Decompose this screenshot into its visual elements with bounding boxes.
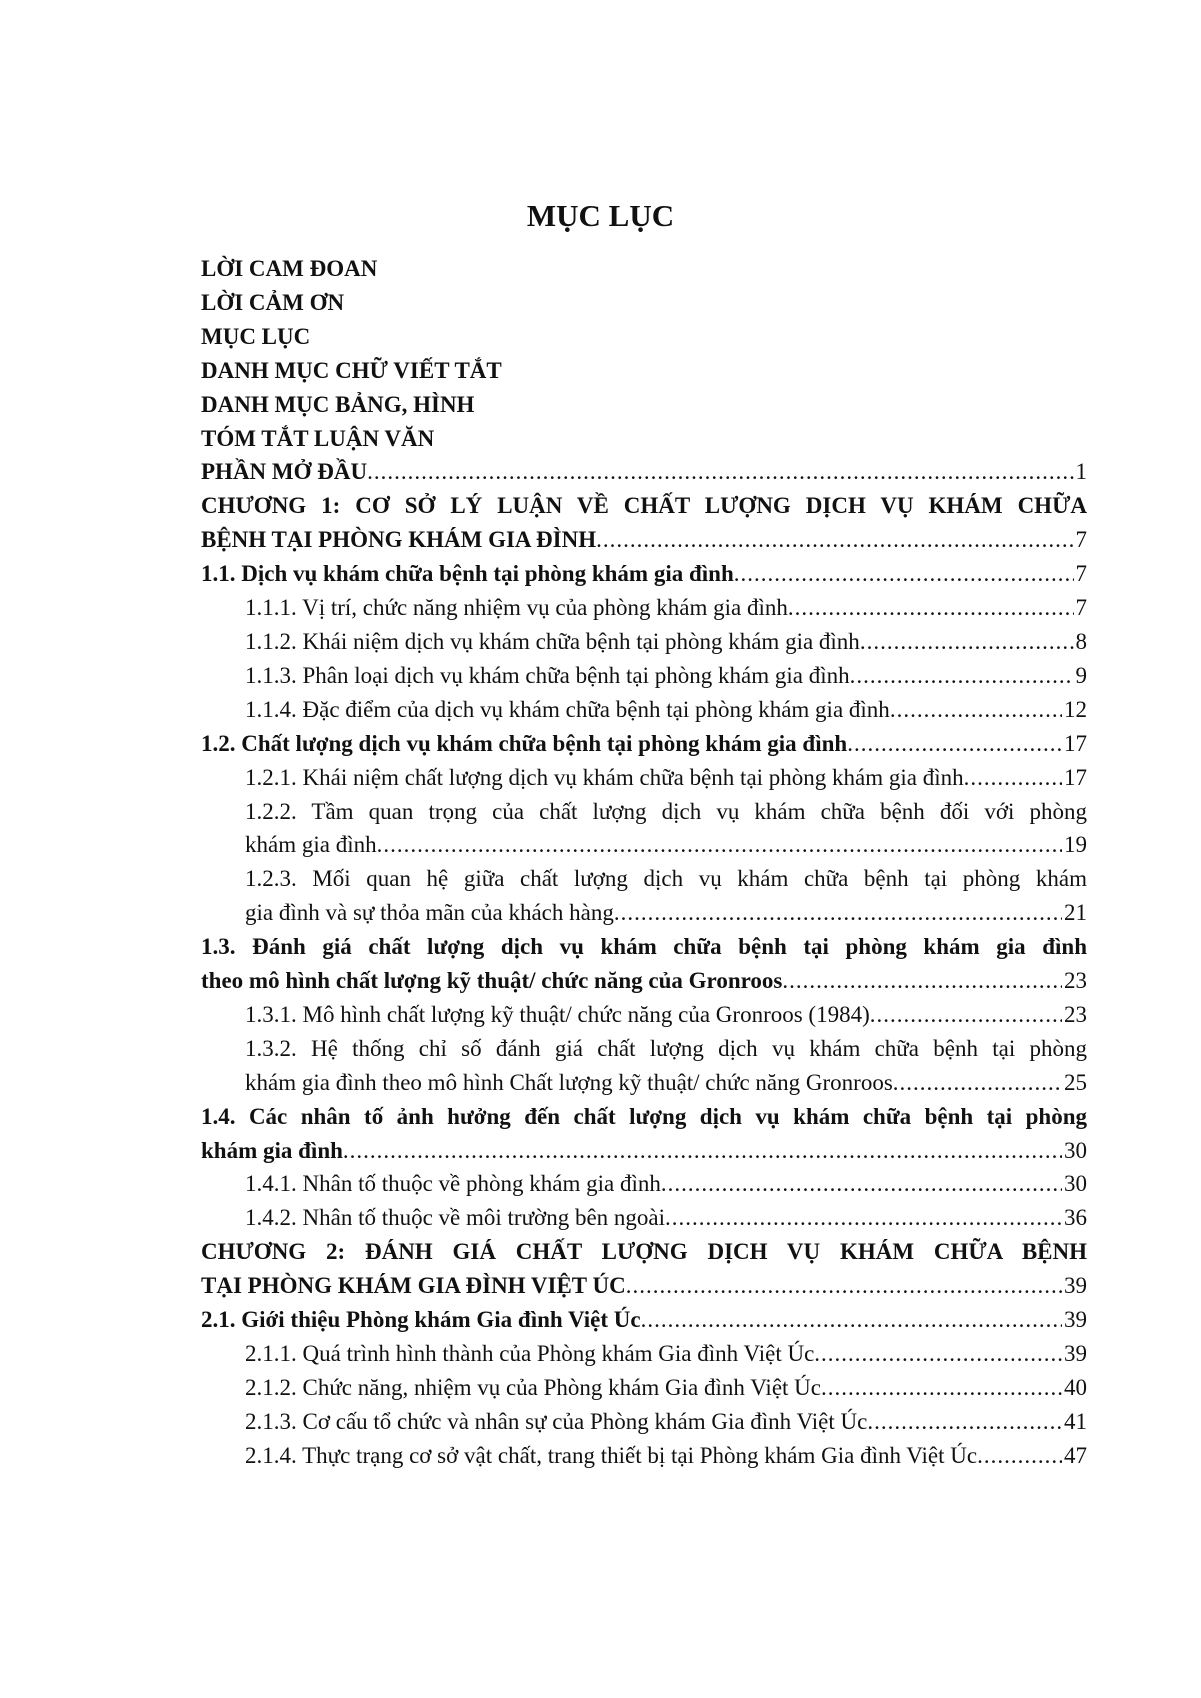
toc-page-number: 39 (1064, 1307, 1087, 1333)
toc-entry-title: theo mô hình chất lượng kỹ thuật/ chức năng của Gronroos (201, 968, 783, 994)
toc-entry (201, 1032, 1087, 1100)
toc-entry-title: 1.1.1. Vị trí, chức năng nhiệm vụ của phòng khám gia đình (245, 595, 788, 621)
dot-leader (870, 998, 1062, 1032)
toc-entry-line (201, 557, 1087, 591)
toc-entry-line (245, 659, 1087, 693)
toc-entry (201, 354, 1087, 388)
toc-entry-title: LỜI CAM ĐOAN (201, 256, 378, 281)
toc-page-number: 21 (1064, 900, 1087, 926)
dot-leader (860, 625, 1074, 659)
toc-entry-title: gia đình và sự thỏa mãn của khách hàng (245, 900, 614, 926)
dot-leader (867, 1405, 1062, 1439)
toc-entry-title: 1.3.1. Mô hình chất lượng kỹ thuật/ chức năng của Gronroos (1984) (245, 1001, 870, 1027)
toc-entry (201, 693, 1087, 727)
toc-entry (201, 761, 1087, 795)
toc-page-number: 9 (1075, 662, 1087, 688)
toc-entry-title: TÓM TẮT LUẬN VĂN (201, 425, 435, 451)
dot-leader (614, 896, 1062, 930)
toc-page-number: 17 (1064, 764, 1087, 790)
toc-entry-line (201, 455, 1087, 489)
toc-entry (201, 625, 1087, 659)
toc-entry-line (245, 761, 1087, 795)
dot-leader (367, 455, 1073, 489)
dot-leader (893, 1066, 1062, 1100)
toc-entry-title: TẠI PHÒNG KHÁM GIA ĐÌNH VIỆT ÚC (201, 1273, 626, 1299)
toc-page-number: 7 (1075, 527, 1087, 553)
toc-page-number: 8 (1075, 628, 1087, 654)
dot-leader (377, 828, 1062, 862)
toc-entry (201, 727, 1087, 761)
toc-entry-title: 1.4.2. Nhân tố thuộc về môi trường bên ngoài (245, 1205, 666, 1231)
dot-leader (788, 591, 1074, 625)
toc-entry (201, 659, 1087, 693)
toc-entry (201, 1439, 1087, 1473)
toc-entry-title: 1.4.1. Nhân tố thuộc về phòng khám gia đình (245, 1171, 661, 1197)
toc-entry (201, 557, 1087, 591)
toc-entry (201, 1235, 1087, 1303)
table-of-contents (201, 252, 1087, 1473)
toc-entry (201, 1337, 1087, 1371)
toc-entry-line (201, 727, 1087, 761)
toc-entry-line (245, 1439, 1087, 1473)
dot-leader (596, 523, 1073, 557)
toc-entry-line: 1.4. Các nhân tố ảnh hưởng đến chất lượng dịch vụ khám chữa bệnh tại phòng (201, 1103, 1087, 1129)
toc-entry-line (245, 1167, 1087, 1201)
toc-page-number: 30 (1064, 1137, 1087, 1163)
toc-page-number: 47 (1064, 1442, 1087, 1468)
toc-entry-title: DANH MỤC CHỮ VIẾT TẮT (201, 357, 502, 383)
toc-entry-title: 2.1.4. Thực trạng cơ sở vật chất, trang thiết bị tại Phòng khám Gia đình Việt Úc (245, 1442, 978, 1468)
toc-entry-title: 2.1. Giới thiệu Phòng khám Gia đình Việt Úc (201, 1307, 641, 1333)
toc-entry-line (245, 1066, 1087, 1100)
toc-entry-title: 1.1.2. Khái niệm dịch vụ khám chữa bệnh tại phòng khám gia đình (245, 628, 860, 654)
toc-entry-title: PHẦN MỞ ĐẦU (201, 459, 368, 485)
toc-page-number: 41 (1064, 1408, 1087, 1434)
toc-entry-title: khám gia đình theo mô hình Chất lượng kỹ thuật/ chức năng Gronroos (245, 1069, 893, 1095)
dot-leader (964, 761, 1062, 795)
toc-entry-line: CHƯƠNG 1: CƠ SỞ LÝ LUẬN VỀ CHẤT LƯỢNG DỊCH VỤ KHÁM CHỮA (201, 493, 1087, 519)
toc-entry-title: 2.1.2. Chức năng, nhiệm vụ của Phòng khám Gia đình Việt Úc (245, 1374, 821, 1400)
dot-leader (814, 1337, 1062, 1371)
toc-entry (201, 1167, 1087, 1201)
toc-page-number: 17 (1064, 730, 1087, 756)
dot-leader (847, 727, 1062, 761)
toc-entry-line (201, 1303, 1087, 1337)
toc-page-number: 39 (1064, 1341, 1087, 1366)
dot-leader (782, 964, 1062, 998)
dot-leader (977, 1439, 1062, 1473)
toc-entry-line: CHƯƠNG 2: ĐÁNH GIÁ CHẤT LƯỢNG DỊCH VỤ KHÁM CHỮA BỆNH (201, 1239, 1087, 1265)
toc-entry (201, 591, 1087, 625)
toc-page-number: 23 (1064, 968, 1087, 994)
toc-entry-line (201, 388, 1087, 422)
toc-entry-title: 1.2. Chất lượng dịch vụ khám chữa bệnh tại phòng khám gia đình (201, 730, 848, 756)
toc-page-number: 25 (1064, 1069, 1087, 1095)
toc-entry (201, 862, 1087, 930)
toc-entry-line: 1.2.3. Mối quan hệ giữa chất lượng dịch vụ khám chữa bệnh tại phòng khám (245, 866, 1087, 892)
toc-entry-line (245, 693, 1087, 727)
toc-page-number: 19 (1064, 832, 1087, 858)
toc-entry-line (201, 964, 1087, 998)
toc-entry (201, 1405, 1087, 1439)
dot-leader (665, 1201, 1062, 1235)
toc-entry-line (201, 1134, 1087, 1168)
dot-leader (734, 557, 1074, 591)
toc-entry-title: LỜI CẢM ƠN (201, 289, 345, 315)
dot-leader (641, 1303, 1062, 1337)
toc-entry (201, 489, 1087, 557)
toc-entry-line (201, 1269, 1087, 1303)
toc-entry-title: DANH MỤC BẢNG, HÌNH (201, 391, 475, 417)
dot-leader (661, 1167, 1062, 1201)
toc-page-number: 40 (1064, 1374, 1087, 1400)
toc-page-number: 7 (1075, 561, 1087, 587)
toc-entry (201, 795, 1087, 863)
toc-entry-title: 1.1.4. Đặc điểm của dịch vụ khám chữa bệnh tại phòng khám gia đình (245, 696, 890, 722)
toc-entry-title: BỆNH TẠI PHÒNG KHÁM GIA ĐÌNH (201, 527, 597, 553)
toc-entry-line: 1.2.2. Tầm quan trọng của chất lượng dịch vụ khám chữa bệnh đối với phòng (245, 798, 1087, 824)
toc-entry-line (245, 998, 1087, 1032)
toc-entry (201, 930, 1087, 998)
toc-page-number: 7 (1075, 595, 1087, 621)
toc-entry-line (245, 896, 1087, 930)
toc-page-number: 12 (1064, 696, 1087, 722)
toc-entry-line (201, 286, 1087, 320)
toc-entry (201, 1100, 1087, 1168)
toc-entry-line (245, 1371, 1087, 1405)
dot-leader (821, 1371, 1062, 1405)
toc-entry-line (245, 1405, 1087, 1439)
toc-entry (201, 1201, 1087, 1235)
toc-entry-line (245, 1337, 1087, 1371)
toc-page-number: 36 (1064, 1205, 1087, 1231)
toc-page-number: 1 (1075, 459, 1087, 485)
page-title: MỤC LỤC (526, 198, 675, 233)
toc-page-number: 23 (1064, 1001, 1087, 1027)
toc-entry (201, 252, 1087, 286)
dot-leader (890, 693, 1062, 727)
toc-entry-title: khám gia đình (201, 1137, 343, 1163)
toc-entry (201, 422, 1087, 456)
toc-entry-line: 1.3. Đánh giá chất lượng dịch vụ khám chữa bệnh tại phòng khám gia đình (201, 934, 1087, 960)
toc-entry-line (201, 354, 1087, 388)
toc-entry (201, 286, 1087, 320)
toc-entry (201, 998, 1087, 1032)
toc-entry-title: khám gia đình (245, 832, 377, 858)
toc-entry-line (201, 523, 1087, 557)
toc-page-number: 30 (1064, 1171, 1087, 1197)
toc-entry (201, 1371, 1087, 1405)
toc-entry (201, 320, 1087, 354)
toc-entry (201, 388, 1087, 422)
toc-entry-line (245, 1201, 1087, 1235)
toc-entry-title: 1.1. Dịch vụ khám chữa bệnh tại phòng khám gia đình (201, 561, 734, 587)
toc-entry-title: 1.1.3. Phân loại dịch vụ khám chữa bệnh tại phòng khám gia đình (245, 662, 850, 688)
toc-entry-line (201, 422, 1087, 456)
dot-leader (850, 659, 1074, 693)
toc-entry (201, 1303, 1087, 1337)
toc-entry-line (201, 320, 1087, 354)
toc-entry-title: 2.1.3. Cơ cấu tổ chức và nhân sự của Phòng khám Gia đình Việt Úc (245, 1408, 868, 1434)
toc-entry-title: 2.1.1. Quá trình hình thành của Phòng khám Gia đình Việt Úc (245, 1341, 815, 1366)
dot-leader (343, 1134, 1062, 1168)
toc-entry-line (201, 252, 1087, 286)
toc-entry-title: 1.2.1. Khái niệm chất lượng dịch vụ khám chữa bệnh tại phòng khám gia đình (245, 764, 964, 790)
toc-entry-line (245, 625, 1087, 659)
toc-entry-line (245, 828, 1087, 862)
toc-entry-line: 1.3.2. Hệ thống chỉ số đánh giá chất lượng dịch vụ khám chữa bệnh tại phòng (245, 1035, 1087, 1061)
toc-entry-title: MỤC LỤC (201, 323, 311, 349)
dot-leader (626, 1269, 1062, 1303)
toc-page-number: 39 (1064, 1273, 1087, 1299)
toc-entry (201, 455, 1087, 489)
toc-entry-line (245, 591, 1087, 625)
